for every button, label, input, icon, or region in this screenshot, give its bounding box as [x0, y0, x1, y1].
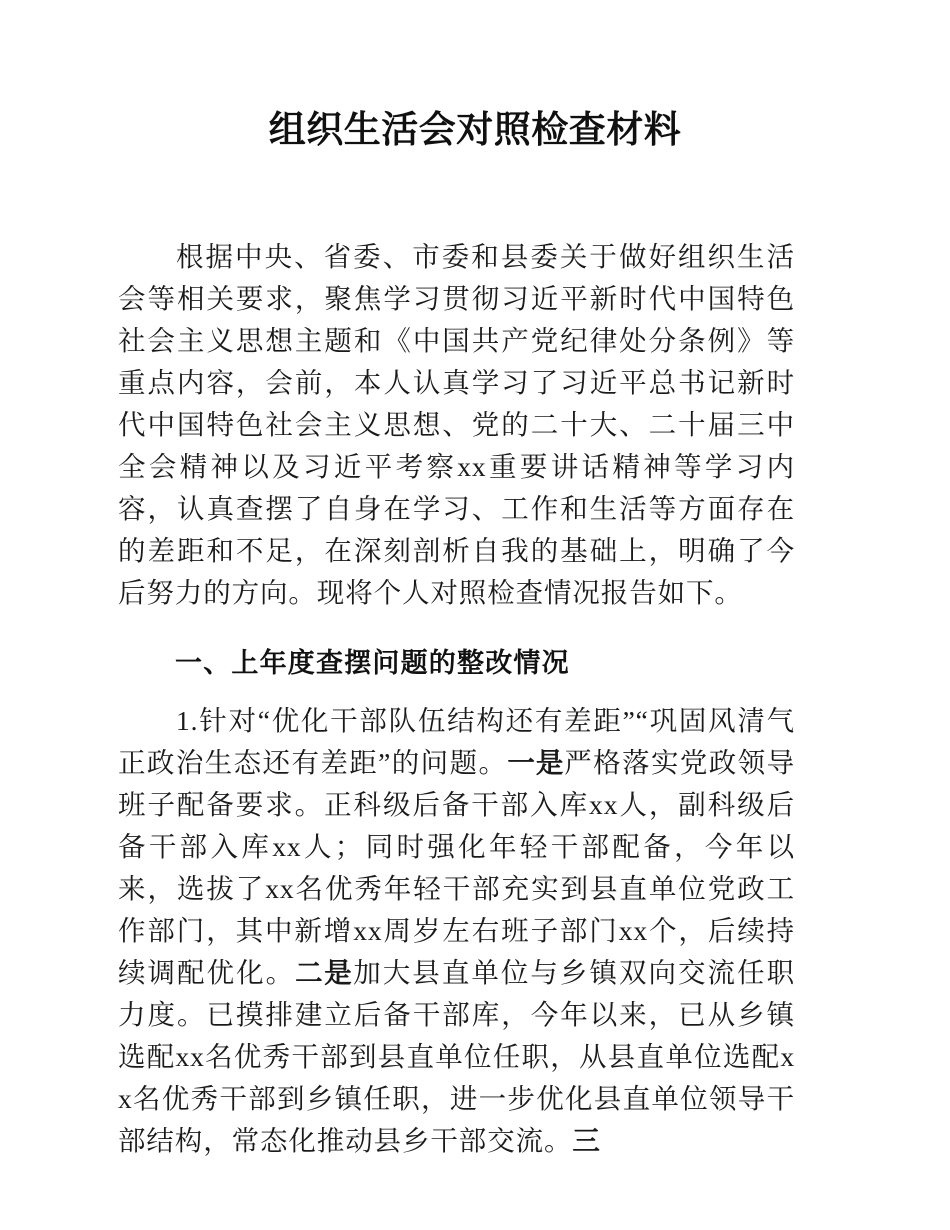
item-1-lead: 1.针对“优化干部队伍结构还有差距”“巩固风清气正政治生态还有差距”的问题。: [118, 705, 795, 778]
item-1-point-three-marker: 三: [572, 1125, 601, 1156]
item-1-point-one-marker: 一是: [507, 747, 565, 778]
item-1-paragraph: [118, 700, 795, 1162]
item-1-point-two-marker: 二是: [295, 957, 354, 988]
item-1-point-two-text: 加大县直单位与乡镇双向交流任职力度。已摸排建立后备干部库，今年以来，已从乡镇选配xx名优秀干部到县直单位任职，从县直单位选配xx名优秀干部到乡镇任职，进一步优化县直单位领导干部结构，常态化推动县乡干部交流。: [118, 957, 796, 1156]
paragraph-spacer: [118, 614, 795, 642]
item-1-point-one-text: 严格落实党政领导班子配备要求。正科级后备干部入库xx人，副科级后备干部入库xx人；同时强化年轻干部配备，今年以来，选拔了xx名优秀年轻干部充实到县直单位党政工作部门，其中新增xx周岁左右班子部门xx个，后续持续调配优化。: [118, 747, 796, 988]
heading-spacer: [118, 684, 795, 700]
intro-paragraph: 根据中央、省委、市委和县委关于做好组织生活会等相关要求，聚焦学习贯彻习近平新时代中国特色社会主义思想主题和《中国共产党纪律处分条例》等重点内容，会前，本人认真学习了习近平总书记新时代中国特色社会主义思想、党的二十大、二十届三中全会精神以及习近平考察xx重要讲话精神等学习内容，认真查摆了自身在学习、工作和生活等方面存在的差距和不足，在深刻剖析自我的基础上，明确了今后努力的方向。现将个人对照检查情况报告如下。: [118, 241, 795, 608]
page-title: 组织生活会对照检查材料: [268, 109, 682, 150]
section-heading-one: 一、上年度查摆问题的整改情况: [175, 648, 570, 678]
document-body: [118, 236, 795, 1162]
